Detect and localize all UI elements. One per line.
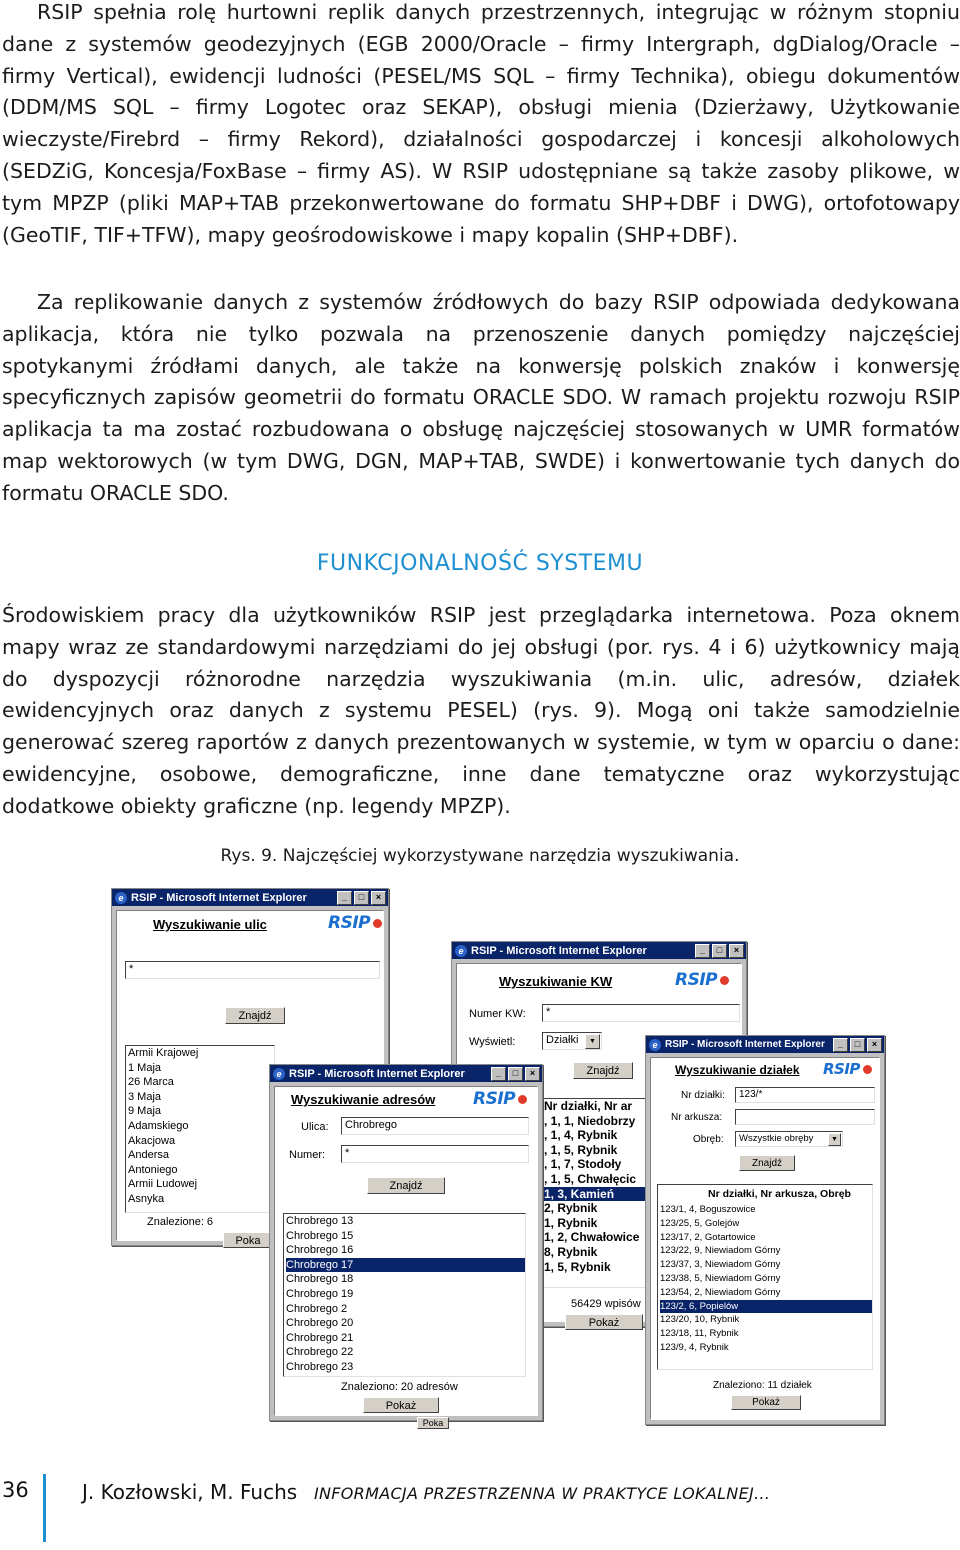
- display-select-value: Działki: [546, 1034, 579, 1046]
- list-item[interactable]: Asnyka: [128, 1192, 165, 1205]
- close-button[interactable]: ×: [371, 891, 386, 905]
- kw-result-list[interactable]: [541, 1098, 651, 1288]
- parcel-number-input[interactable]: 123/*: [735, 1087, 875, 1103]
- list-item[interactable]: Chrobrego 23: [286, 1360, 354, 1373]
- find-button[interactable]: Znajdź: [225, 1007, 285, 1024]
- list-item[interactable]: 123/25, 5, Golejów: [660, 1217, 740, 1229]
- form-title: Wyszukiwanie działek: [675, 1063, 800, 1077]
- list-item[interactable]: , 1, 4, Rybnik: [544, 1128, 618, 1143]
- maximize-button[interactable]: □: [508, 1067, 523, 1081]
- title-bar: [270, 1065, 542, 1082]
- find-button[interactable]: Znajdź: [367, 1177, 445, 1194]
- form-title: Wyszukiwanie ulic: [153, 917, 267, 932]
- kw-number-input[interactable]: *: [542, 1004, 740, 1022]
- section-title: FUNKCJONALNOŚĆ SYSTEMU: [316, 551, 644, 576]
- list-item[interactable]: Chrobrego 16: [286, 1244, 354, 1257]
- street-input[interactable]: Chrobrego: [341, 1117, 529, 1135]
- form-title: Wyszukiwanie adresów: [291, 1092, 436, 1107]
- list-item-selected[interactable]: Chrobrego 17: [286, 1258, 525, 1273]
- minimize-button[interactable]: _: [833, 1038, 848, 1052]
- window-content: [274, 1086, 538, 1428]
- show-button[interactable]: Poka: [223, 1232, 273, 1248]
- window-parcel-search: [645, 1035, 885, 1425]
- rsip-logo: [823, 1060, 872, 1078]
- form-title: Wyszukiwanie KW: [499, 974, 613, 989]
- list-item[interactable]: Chrobrego 15: [286, 1229, 354, 1242]
- list-item[interactable]: 26 Marca: [128, 1076, 174, 1089]
- street-label: Ulica:: [301, 1121, 329, 1133]
- window-title: RSIP - Microsoft Internet Explorer: [131, 891, 307, 904]
- sheet-number-label: Nr arkusza:: [671, 1112, 723, 1123]
- rsip-logo-text: RSIP: [675, 970, 718, 990]
- window-address-search: [269, 1064, 543, 1428]
- list-item[interactable]: Chrobrego 13: [286, 1215, 354, 1227]
- window-title: RSIP - Microsoft Internet Explorer: [665, 1039, 825, 1050]
- title-bar: [646, 1036, 884, 1053]
- list-item[interactable]: , 1, 1, Niedobrzy: [544, 1113, 636, 1128]
- rsip-logo: [473, 1089, 527, 1109]
- list-item[interactable]: 123/9, 4, Rybnik: [660, 1341, 729, 1353]
- list-item[interactable]: Andersa: [128, 1149, 169, 1162]
- close-button[interactable]: ×: [525, 1067, 540, 1081]
- display-label: Wyświetl:: [469, 1036, 516, 1048]
- maximize-button[interactable]: □: [850, 1038, 865, 1052]
- list-item[interactable]: 2, Rybnik: [544, 1201, 598, 1216]
- window-title: RSIP - Microsoft Internet Explorer: [289, 1067, 465, 1080]
- list-item[interactable]: Chrobrego 18: [286, 1273, 354, 1286]
- list-item[interactable]: 123/38, 5, Niewiadom Górny: [660, 1272, 781, 1284]
- list-item[interactable]: 1 Maja: [128, 1061, 162, 1074]
- footer-authors: J. Kozłowski, M. Fuchs: [82, 1480, 298, 1504]
- paragraph-2: Za replikowanie danych z systemów źródłowych do bazy RSIP odpowiada dedykowana aplikacja, która nie tylko pozwala na przenoszenie danych pomiędzy najczęściej spotykanymi źródłami danych, ale także na konwersję polskich znaków i konwersję specyficznych zapisów geometrii do formatu ORACLE SDO. W ramach projektu rozwoju RSIP aplikacja ta ma zostać rozbudowana o obsługę najczęściej stosowanych w UMR formatów map wektorowych (w tym DWG, DGN, MAP+TAB, SWDE) i konwertowanie tych danych do formatu ORACLE SDO.: [2, 290, 960, 505]
- page-number: 36: [2, 1478, 29, 1502]
- figure-caption: Rys. 9. Najczęściej wykorzystywane narzędzia wyszukiwania.: [220, 846, 740, 866]
- parcel-result-list[interactable]: [657, 1184, 873, 1370]
- list-item[interactable]: 9 Maja: [128, 1105, 162, 1118]
- street-list[interactable]: [125, 1045, 275, 1213]
- paragraph-3: Środowiskiem pracy dla użytkowników RSIP jest przeglądarka internetowa. Poza oknem mapy wraz ze standardowymi narzędziami do jej obsługi (por. rys. 4 i 6) użytkownicy mają do dyspozycji różnorodne narzędzia wyszukiwania (m.in. ulic, adresów, działek ewidencyjnych oraz danych z systemu PESEL) (rys. 9). Mogą oni także samodzielnie generować szereg raportów z danych prezentowanych w systemie, w tym w oparciu o dane: ewidencyjne, osobowe, demograficzne, inne dane tematyczne oraz wykorzystując dodatkowe obiekty graficzne (np. legendy MPZP).: [2, 603, 960, 818]
- title-bar: [112, 889, 388, 906]
- parcel-number-label: Nr działki:: [681, 1090, 725, 1101]
- list-item[interactable]: 3 Maja: [128, 1090, 162, 1103]
- rsip-logo-text: RSIP: [328, 913, 371, 933]
- list-item[interactable]: Armii Krajowej: [128, 1047, 199, 1059]
- list-item[interactable]: 8, Rybnik: [544, 1244, 598, 1259]
- rsip-logo-text: RSIP: [473, 1089, 516, 1109]
- rsip-logo: [328, 913, 382, 933]
- maximize-button[interactable]: □: [354, 891, 369, 905]
- ie-icon: e: [273, 1068, 285, 1080]
- show-button[interactable]: Pokaż: [565, 1314, 643, 1330]
- list-item[interactable]: , 1, 5, Rybnik: [544, 1142, 618, 1157]
- window-title: RSIP - Microsoft Internet Explorer: [471, 944, 647, 957]
- found-count: 56429 wpisów: [571, 1298, 641, 1310]
- list-item[interactable]: 1, 5, Rybnik: [544, 1259, 611, 1274]
- list-item[interactable]: Chrobrego 22: [286, 1346, 354, 1359]
- list-header: Nr działki, Nr arkusza, Obręb: [708, 1188, 851, 1200]
- list-item[interactable]: 123/54, 2, Niewiadom Górny: [660, 1286, 781, 1298]
- display-select[interactable]: [542, 1032, 602, 1050]
- list-item[interactable]: 123/37, 3, Niewiadom Górny: [660, 1259, 781, 1271]
- title-bar: [452, 942, 746, 959]
- street-input[interactable]: *: [125, 961, 380, 979]
- list-item[interactable]: , 1, 5, Chwałęcic: [544, 1171, 637, 1186]
- precinct-select[interactable]: [735, 1131, 843, 1147]
- list-header: Nr działki, Nr ar: [544, 1099, 633, 1113]
- list-item-selected[interactable]: 123/2, 6, Popielów: [660, 1300, 872, 1314]
- show-button[interactable]: Pokaż: [363, 1397, 439, 1413]
- number-label: Numer:: [289, 1149, 326, 1161]
- list-item[interactable]: 123/22, 9, Niewiadom Górny: [660, 1245, 781, 1257]
- ie-icon: e: [115, 892, 127, 904]
- list-item[interactable]: Chrobrego 2: [286, 1302, 348, 1315]
- find-button[interactable]: Znajdź: [739, 1155, 795, 1171]
- maximize-button[interactable]: □: [712, 944, 727, 958]
- minimize-button[interactable]: _: [491, 1067, 506, 1081]
- ie-icon: e: [455, 945, 467, 957]
- footer-publication-title: INFORMACJA PRZESTRZENNA W PRAKTYCE LOKALNEJ…: [314, 1484, 771, 1503]
- chevron-down-icon[interactable]: ▼: [585, 1034, 600, 1049]
- chevron-down-icon[interactable]: ▼: [828, 1133, 841, 1146]
- list-item[interactable]: 123/18, 11, Rybnik: [660, 1328, 739, 1340]
- list-item[interactable]: 123/17, 2, Gotartowice: [660, 1231, 756, 1243]
- kw-number-label: Numer KW:: [469, 1008, 526, 1020]
- list-item-selected[interactable]: 1, 3, Kamień: [544, 1187, 650, 1202]
- number-input[interactable]: *: [341, 1145, 529, 1163]
- rsip-logo-text: RSIP: [823, 1060, 860, 1078]
- minimize-button[interactable]: _: [695, 944, 710, 958]
- list-item[interactable]: 123/1, 4, Boguszowice: [660, 1204, 756, 1215]
- sheet-number-input[interactable]: [735, 1109, 875, 1125]
- found-count: Znalezione: 6: [147, 1216, 214, 1228]
- list-item[interactable]: Chrobrego 21: [286, 1331, 354, 1344]
- window-content: [650, 1057, 880, 1420]
- find-button[interactable]: Znajdź: [573, 1062, 633, 1079]
- list-item[interactable]: , 1, 7, Stodoły: [544, 1157, 622, 1172]
- footer-divider: [43, 1474, 46, 1542]
- list-item[interactable]: Akacjowa: [128, 1134, 176, 1147]
- list-item[interactable]: 123/20, 10, Rybnik: [660, 1314, 740, 1326]
- rsip-logo: [675, 970, 729, 990]
- list-item[interactable]: Adamskiego: [128, 1119, 189, 1132]
- paragraph-1: RSIP spełnia rolę hurtowni replik danych przestrzennych, integrując w różnym stopniu dane z systemów geodezyjnych (EGB 2000/Oracle – firmy Intergraph, dgDialog/Oracle – firmy Vertical), ewidencji ludności (PESEL/MS SQL – firmy Technika), obiegu dokumentów (DDM/MS SQL – firmy Logotec oraz SEKAP), obsługi mienia (Dzierżawy, Użytkowanie wieczyste/Firebrd – firmy Rekord), działalności gospodarczej i koncesji alkoholowych (SEDZiG, Koncesja/FoxBase – firmy AS). W RSIP udostępniane są także zasoby plikowe, w tym MPZP (pliki MAP+TAB przekonwertowane do formatu SHP+DBF i DWG), ortofotowapy (GeoTIF, TIF+TFW), mapy geośrodowiskowe i mapy kopalin (SHP+DBF).: [2, 0, 960, 247]
- precinct-select-value: Wszystkie obręby: [739, 1133, 814, 1144]
- close-button[interactable]: ×: [867, 1038, 882, 1052]
- list-item[interactable]: Chrobrego 19: [286, 1287, 354, 1300]
- precinct-label: Obręb:: [693, 1134, 724, 1145]
- minimize-button[interactable]: _: [337, 891, 352, 905]
- found-count: Znaleziono: 11 działek: [713, 1380, 812, 1391]
- list-item[interactable]: Armii Ludowej: [128, 1178, 198, 1191]
- list-item[interactable]: 1, Rybnik: [544, 1215, 598, 1230]
- list-item[interactable]: Antoniego: [128, 1163, 178, 1176]
- close-button[interactable]: ×: [729, 944, 744, 958]
- list-item[interactable]: 1, 2, Chwałowice: [544, 1230, 640, 1245]
- show-button[interactable]: Pokaż: [731, 1395, 801, 1410]
- show-button-secondary[interactable]: Poka: [417, 1417, 449, 1429]
- found-count: Znaleziono: 20 adresów: [341, 1381, 458, 1393]
- address-list[interactable]: [283, 1213, 526, 1377]
- ie-icon: e: [649, 1039, 661, 1051]
- list-item[interactable]: Chrobrego 20: [286, 1317, 354, 1330]
